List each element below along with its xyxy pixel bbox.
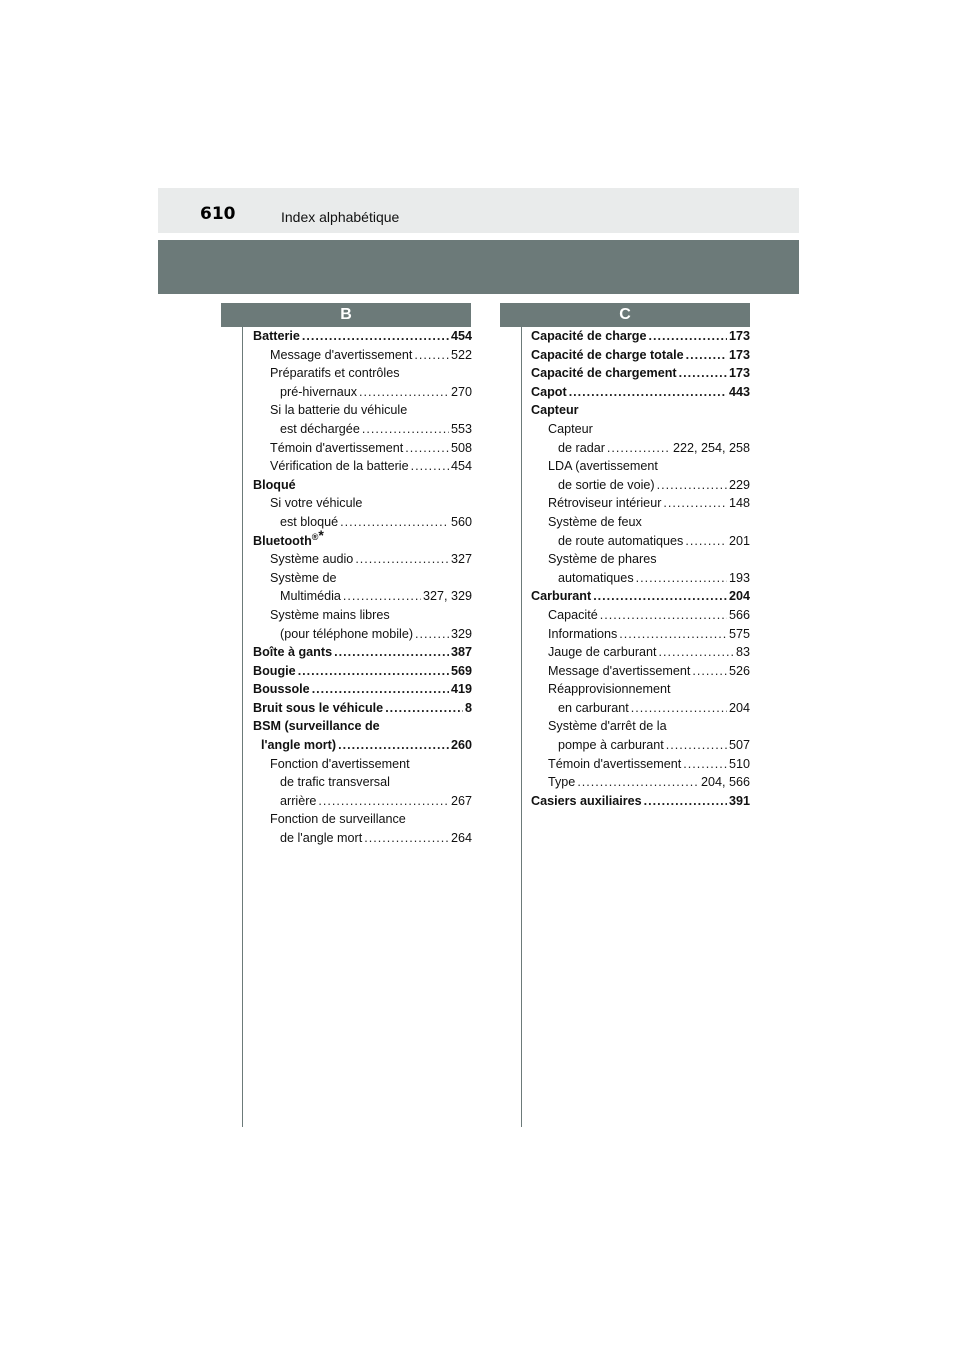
index-entry[interactable]: (pour téléphone mobile) ..... 329 [253,625,472,644]
index-subheading: Capteur [548,421,593,436]
index-entry[interactable]: Type ..... 204, 566 [531,773,750,792]
index-subheading: Fonction de surveillance [270,812,406,827]
index-entry[interactable]: Vérification de la batterie ..... 454 [253,457,472,476]
index-entry[interactable]: Casiers auxiliaires ..... 391 [531,792,750,811]
index-entry[interactable]: pompe à carburant ..... 507 [531,736,750,755]
index-entry[interactable]: Multimédia ..... 327, 329 [253,587,472,606]
section-header-b: B [221,303,471,327]
index-column-c [531,327,750,810]
index-subheading: Si votre véhicule [270,496,363,511]
index-entry[interactable]: Informations ..... 575 [531,625,750,644]
index-entry[interactable]: pré-hivernaux ..... 270 [253,383,472,402]
index-subheading: Réapprovisionnement [548,682,671,697]
index-entry[interactable]: Jauge de carburant ..... 83 [531,643,750,662]
index-entry[interactable]: Bougie ..... 569 [253,662,472,681]
index-subheading: LDA (avertissement [548,459,658,474]
index-entry[interactable]: Capacité de charge totale ..... 173 [531,346,750,365]
index-heading: Bloqué [253,477,296,492]
header-bar [158,188,799,233]
index-subheading: Système de [270,570,337,585]
index-heading: BSM (surveillance de [253,719,380,734]
index-entry[interactable]: en carburant ..... 204 [531,699,750,718]
index-subheading: Système de phares [548,552,657,567]
index-entry[interactable]: Message d'avertissement ..... 522 [253,346,472,365]
index-entry[interactable]: arrière ..... 267 [253,792,472,811]
index-entry[interactable]: Capot ..... 443 [531,383,750,402]
index-entry[interactable]: automatiques ..... 193 [531,569,750,588]
index-entry[interactable]: Capacité ..... 566 [531,606,750,625]
index-subheading: Système d'arrêt de la [548,719,667,734]
index-entry[interactable]: Capacité de charge ..... 173 [531,327,750,346]
index-entry[interactable]: Batterie ..... 454 [253,327,472,346]
index-entry[interactable]: Message d'avertissement ..... 526 [531,662,750,681]
index-entry[interactable]: est bloqué ..... 560 [253,513,472,532]
index-subheading: Préparatifs et contrôles [270,366,400,381]
page-title: Index alphabétique [281,209,400,225]
column-rule-b [242,303,243,1127]
index-entry[interactable]: l'angle mort) ..... 260 [253,736,472,755]
index-entry[interactable]: de route automatiques ..... 201 [531,532,750,551]
index-entry[interactable]: Témoin d'avertissement ..... 510 [531,755,750,774]
index-subheading: Système mains libres [270,607,390,622]
index-entry[interactable]: Carburant ..... 204 [531,587,750,606]
index-entry[interactable]: Rétroviseur intérieur ..... 148 [531,494,750,513]
chapter-band [158,240,799,294]
index-subheading: Système de feux [548,514,642,529]
index-entry[interactable]: est déchargée ..... 553 [253,420,472,439]
index-entry[interactable]: de radar ..... 222, 254, 258 [531,439,750,458]
index-entry[interactable]: Bruit sous le véhicule ..... 8 [253,699,472,718]
index-subheading: de trafic transversal [280,775,390,790]
index-entry[interactable]: de sortie de voie) ..... 229 [531,476,750,495]
index-heading: Bluetooth®* [253,526,324,548]
index-column-b [253,327,472,848]
index-entry[interactable]: Capacité de chargement ..... 173 [531,364,750,383]
index-subheading: Si la batterie du véhicule [270,403,408,418]
index-entry[interactable]: Boussole ..... 419 [253,680,472,699]
index-entry[interactable]: Boîte à gants ..... 387 [253,643,472,662]
index-heading: Capteur [531,403,579,418]
column-rule-c [521,303,522,1127]
index-subheading: Fonction d'avertissement [270,756,410,771]
index-entry[interactable]: de l'angle mort ..... 264 [253,829,472,848]
section-header-c: C [500,303,750,327]
index-entry[interactable]: Témoin d'avertissement ..... 508 [253,439,472,458]
index-entry[interactable]: Système audio ..... 327 [253,550,472,569]
page-number: 610 [200,204,236,224]
